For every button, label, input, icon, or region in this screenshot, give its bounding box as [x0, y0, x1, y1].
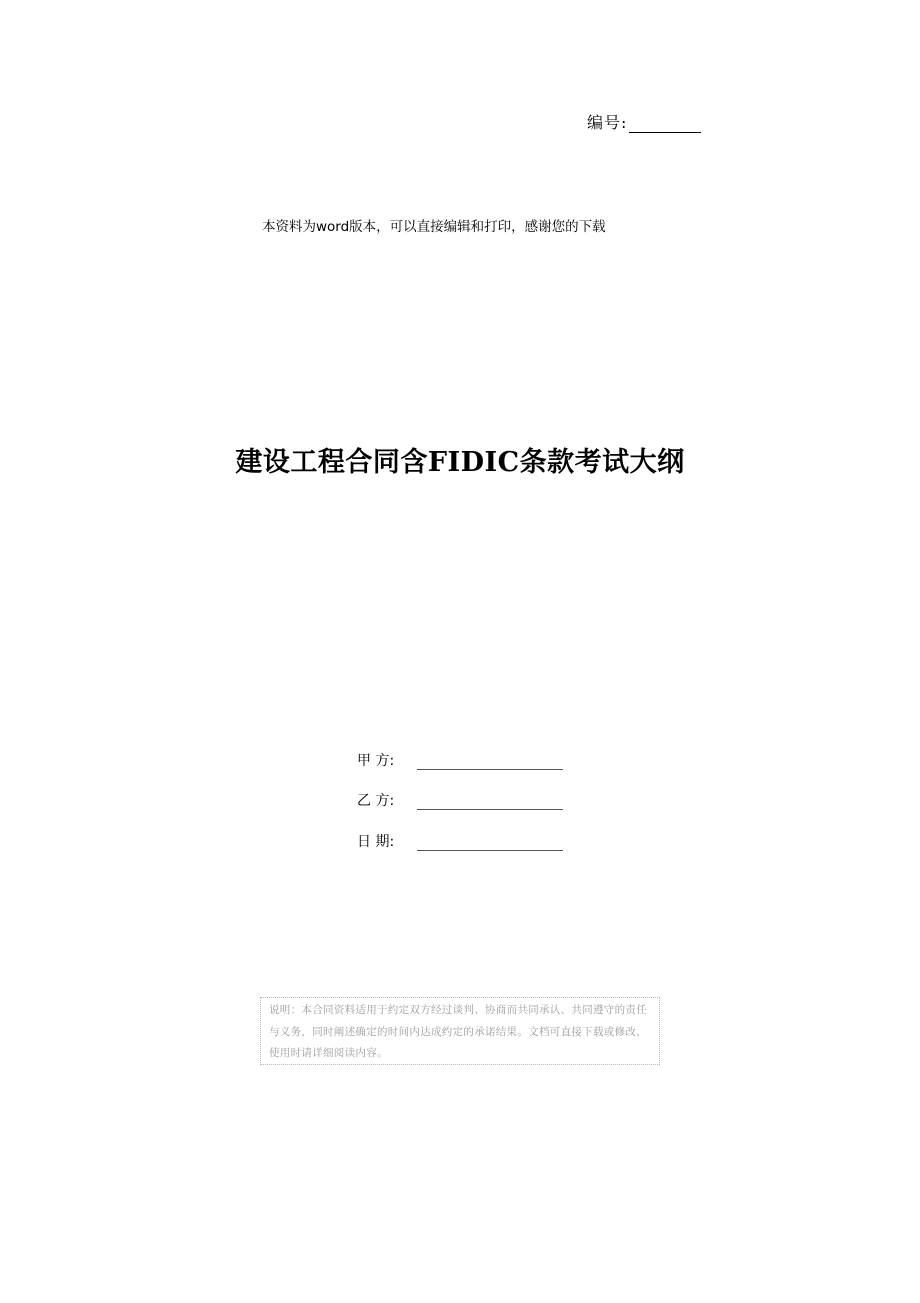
serial-number-blank[interactable] [629, 116, 701, 133]
intro-text: 本资料为word版本，可以直接编辑和打印，感谢您的下载 [262, 219, 606, 235]
document-title: 建设工程合同含FIDIC条款考试大纲 [235, 447, 685, 478]
date-label: 日 期: [357, 834, 395, 850]
note-box: 说明：本合同资料适用于约定双方经过谈判、协商而共同承认、共同遵守的责任与义务，同时阐述确定的时间内达成约定的承诺结果。文档可直接下载或修改，使用时请详细阅读内容。 [260, 997, 660, 1065]
party-b-blank[interactable] [417, 795, 563, 810]
date-blank[interactable] [417, 836, 563, 851]
party-a-row [357, 750, 563, 770]
serial-number-field [587, 110, 701, 133]
date-row [357, 831, 563, 851]
serial-number-label: 编号: [587, 113, 628, 132]
party-a-blank[interactable] [417, 755, 563, 770]
party-b-label: 乙 方: [357, 793, 395, 809]
party-a-label: 甲 方: [357, 753, 395, 769]
party-b-row [357, 790, 563, 810]
